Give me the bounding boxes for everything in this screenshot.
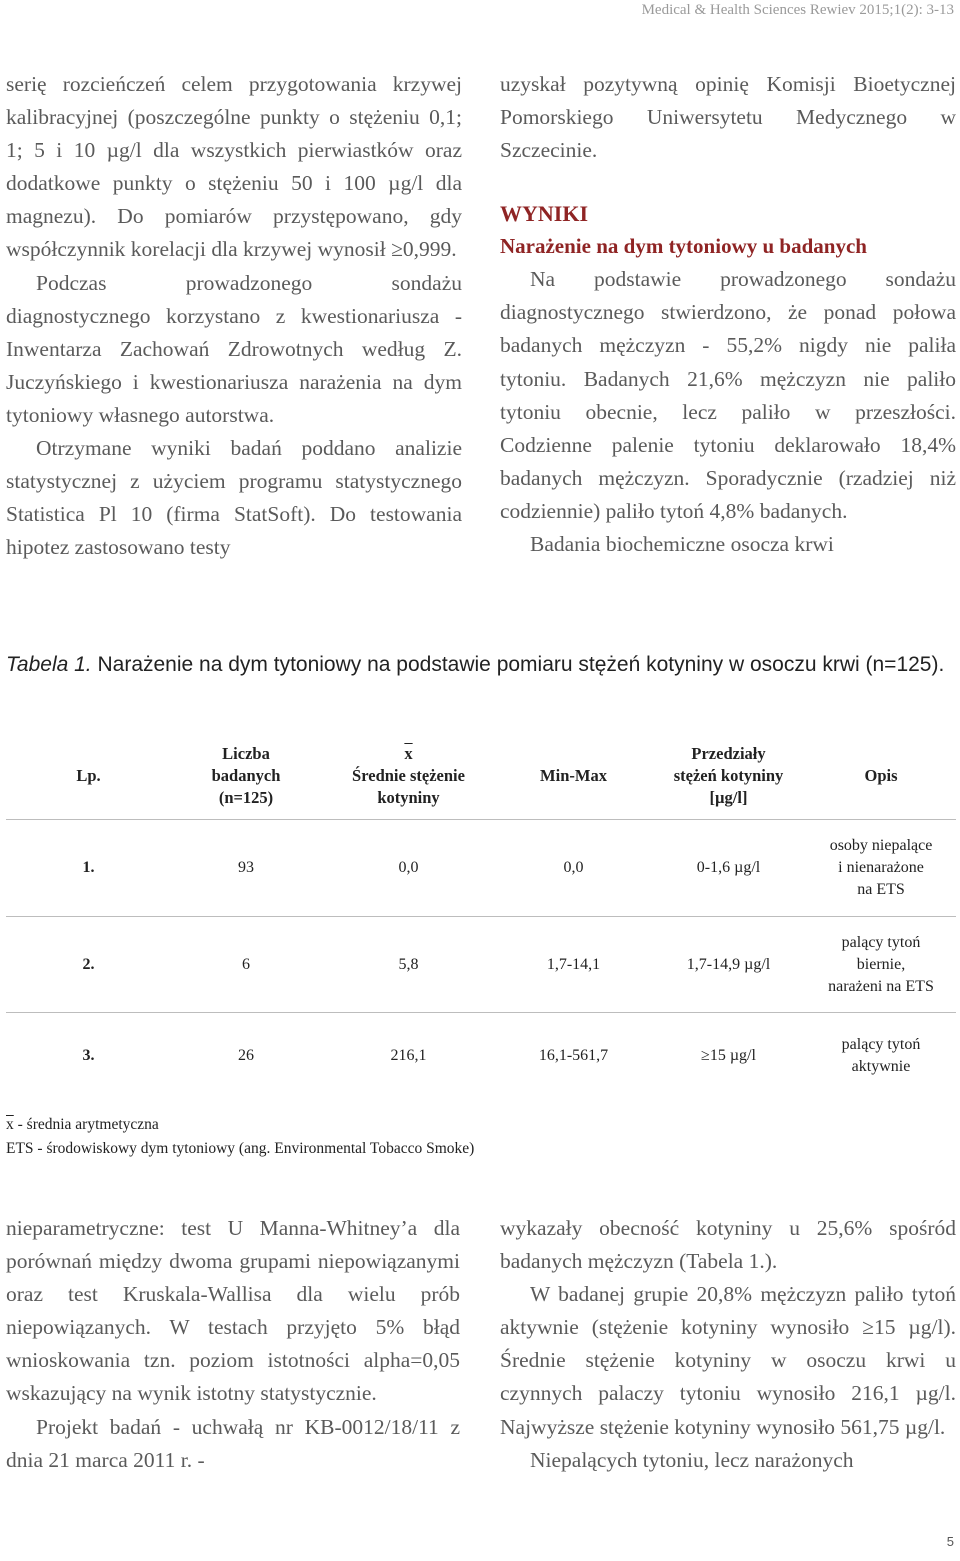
cell-minmax: 0,0 xyxy=(496,820,651,917)
cell-mean: 0,0 xyxy=(321,820,496,917)
paragraph: serię rozcieńczeń celem przygotowania krzywej kalibracyjnej (poszczególne punkty o stężeniu 0,1; 1; 5 i 10 µg/l dla wszystkich pierwiastków oraz dodatkowe punkty o stężeniu 50 i 100 µg/l dla magnezu). Do pomiarów przystępowano, gdy współczynnik korelacji dla krzywej wynosił ≥0,999. xyxy=(6,72,462,262)
desc-line: osoby niepalące xyxy=(829,837,933,854)
table-row xyxy=(6,917,956,1013)
right-column-top xyxy=(500,68,956,561)
header-line: [µg/l] xyxy=(709,788,748,807)
subsection-heading: Narażenie na dym tytoniowy u badanych xyxy=(500,234,867,259)
running-head: Medical & Health Sciences Rewiev 2015;1(2): 3-13 xyxy=(641,2,954,18)
cell-minmax: 1,7-14,1 xyxy=(496,917,651,1013)
header-line: (n=125) xyxy=(218,788,274,807)
cell-range: 0-1,6 µg/l xyxy=(651,820,806,917)
cell-lp: 3. xyxy=(82,1047,95,1064)
header-line: badanych xyxy=(211,766,281,785)
header-count xyxy=(171,733,321,820)
cell-minmax: 16,1-561,7 xyxy=(538,1047,609,1064)
table-caption-label: Tabela 1. xyxy=(6,653,92,676)
desc-line: narażeni na ETS xyxy=(828,977,934,995)
desc-line: palący tytoń xyxy=(841,1036,921,1053)
header-description: Opis xyxy=(806,733,956,820)
paragraph: Niepalących tytoniu, lecz narażonych xyxy=(530,1447,854,1472)
header-mean xyxy=(321,733,496,820)
page-number: 5 xyxy=(946,1534,954,1549)
desc-line: i nienarażone xyxy=(838,859,924,876)
table-caption-text: Narażenie na dym tytoniowy na podstawie pomiaru stężeń kotyniny w osoczu krwi (n=125). xyxy=(91,653,945,676)
header-minmax: Min-Max xyxy=(496,733,651,820)
header-line: kotyniny xyxy=(377,788,440,807)
cell-description xyxy=(806,917,956,1013)
header-line: Liczba xyxy=(222,744,270,763)
cell-range: ≥15 µg/l xyxy=(701,1047,756,1064)
left-column-top xyxy=(6,68,462,564)
table-header-row xyxy=(6,733,956,820)
right-column-bottom xyxy=(500,1212,956,1477)
header-line: stężeń kotyniny xyxy=(673,766,784,785)
paragraph: wykazały obecność kotyniny u 25,6% spośród badanych mężczyzn (Tabela 1.). xyxy=(500,1216,956,1274)
desc-line: na ETS xyxy=(857,881,905,898)
table-row xyxy=(6,1013,956,1100)
table-notes xyxy=(6,1113,906,1161)
cell-mean: 5,8 xyxy=(321,917,496,1013)
cell-mean: 216,1 xyxy=(390,1047,427,1064)
cell-count: 26 xyxy=(238,1047,254,1064)
cell-description xyxy=(806,820,956,917)
header-line: Przedziały xyxy=(691,744,766,763)
left-column-bottom xyxy=(6,1212,460,1477)
paragraph: W badanej grupie 20,8% mężczyzn paliło tytoń aktywnie (stężenie kotyniny wynosiło ≥15 µg/l). Średnie stężenie kotyniny w osoczu krwi u czynnych palaczy tytoniu wynosiło 216,1 µg/l. Najwyższe stężenie kotyniny wynosiło 561,75 µg/l. xyxy=(500,1282,956,1439)
cell-range: 1,7-14,9 µg/l xyxy=(651,917,806,1013)
paragraph: nieparametryczne: test U Manna-Whitney’a dla porównań między dwoma grupami niepowiązanymi oraz test Kruskala-Wallisa dla wielu prób niepowiązanych. W testach przyjęto 5% błąd wnioskowania tzn. poziom istotności alpha=0,05 wskazujący na wynik istotny statystycznie. xyxy=(6,1216,460,1406)
header-line: Średnie stężenie xyxy=(352,766,465,785)
cell-count: 93 xyxy=(171,820,321,917)
cell-count: 6 xyxy=(171,917,321,1013)
desc-line: aktywnie xyxy=(851,1058,911,1075)
table-row xyxy=(6,820,956,917)
cell-lp: 1. xyxy=(6,820,171,917)
paragraph: uzyskał pozytywną opinię Komisji Bioetycznej Pomorskiego Uniwersytetu Medycznego w Szczecinie. xyxy=(500,72,956,163)
cell-description xyxy=(806,1013,956,1100)
header-lp: Lp. xyxy=(6,733,171,820)
desc-line: palący tytoń xyxy=(841,933,921,951)
paragraph: Na podstawie prowadzonego sondażu diagnostycznego stwierdzono, że ponad połowa badanych mężczyzn - 55,2% nigdy nie paliła tytoniu. Badanych 21,6% mężczyzn nie paliło tytoniu obecnie, lecz paliło w przeszłości. Codzienne palenie tytoniu deklarowało 18,4% badanych mężczyzn. Sporadycznie (rzadziej niż codziennie) paliło tytoń 4,8% badanych. xyxy=(500,267,956,523)
note-ets: ETS - środowiskowy dym tytoniowy (ang. Environmental Tobacco Smoke) xyxy=(6,1140,475,1157)
desc-line: biernie, xyxy=(856,955,906,973)
note-mean xyxy=(6,1113,906,1137)
paragraph: Podczas prowadzonego sondażu diagnostycznego korzystano z kwestionariusza - Inwentarza Zachowań Zdrowotnych według Z. Juczyńskiego i kwestionariusza narażenia na dym tytoniowy własnego autorstwa. xyxy=(6,270,462,427)
header-range xyxy=(651,733,806,820)
cell-lp: 2. xyxy=(6,917,171,1013)
paragraph: Projekt badań - uchwałą nr KB-0012/18/11 z dnia 21 marca 2011 r. - xyxy=(6,1414,460,1472)
table-caption xyxy=(6,648,956,681)
paragraph: Otrzymane wyniki badań poddano analizie statystycznej z użyciem programu statystycznego Statistica Pl 10 (firma StatSoft). Do testowania hipotez zastosowano testy xyxy=(6,436,462,560)
mean-symbol: $\overline{x}$ xyxy=(404,744,413,763)
section-heading-results: WYNIKI xyxy=(500,201,589,227)
mean-symbol: $\overline{x}$ xyxy=(6,1116,14,1133)
cotinine-table xyxy=(6,733,956,1099)
paragraph: Badania biochemiczne osocza krwi xyxy=(530,532,834,557)
note-text: - średnia arytmetyczna xyxy=(13,1116,159,1133)
